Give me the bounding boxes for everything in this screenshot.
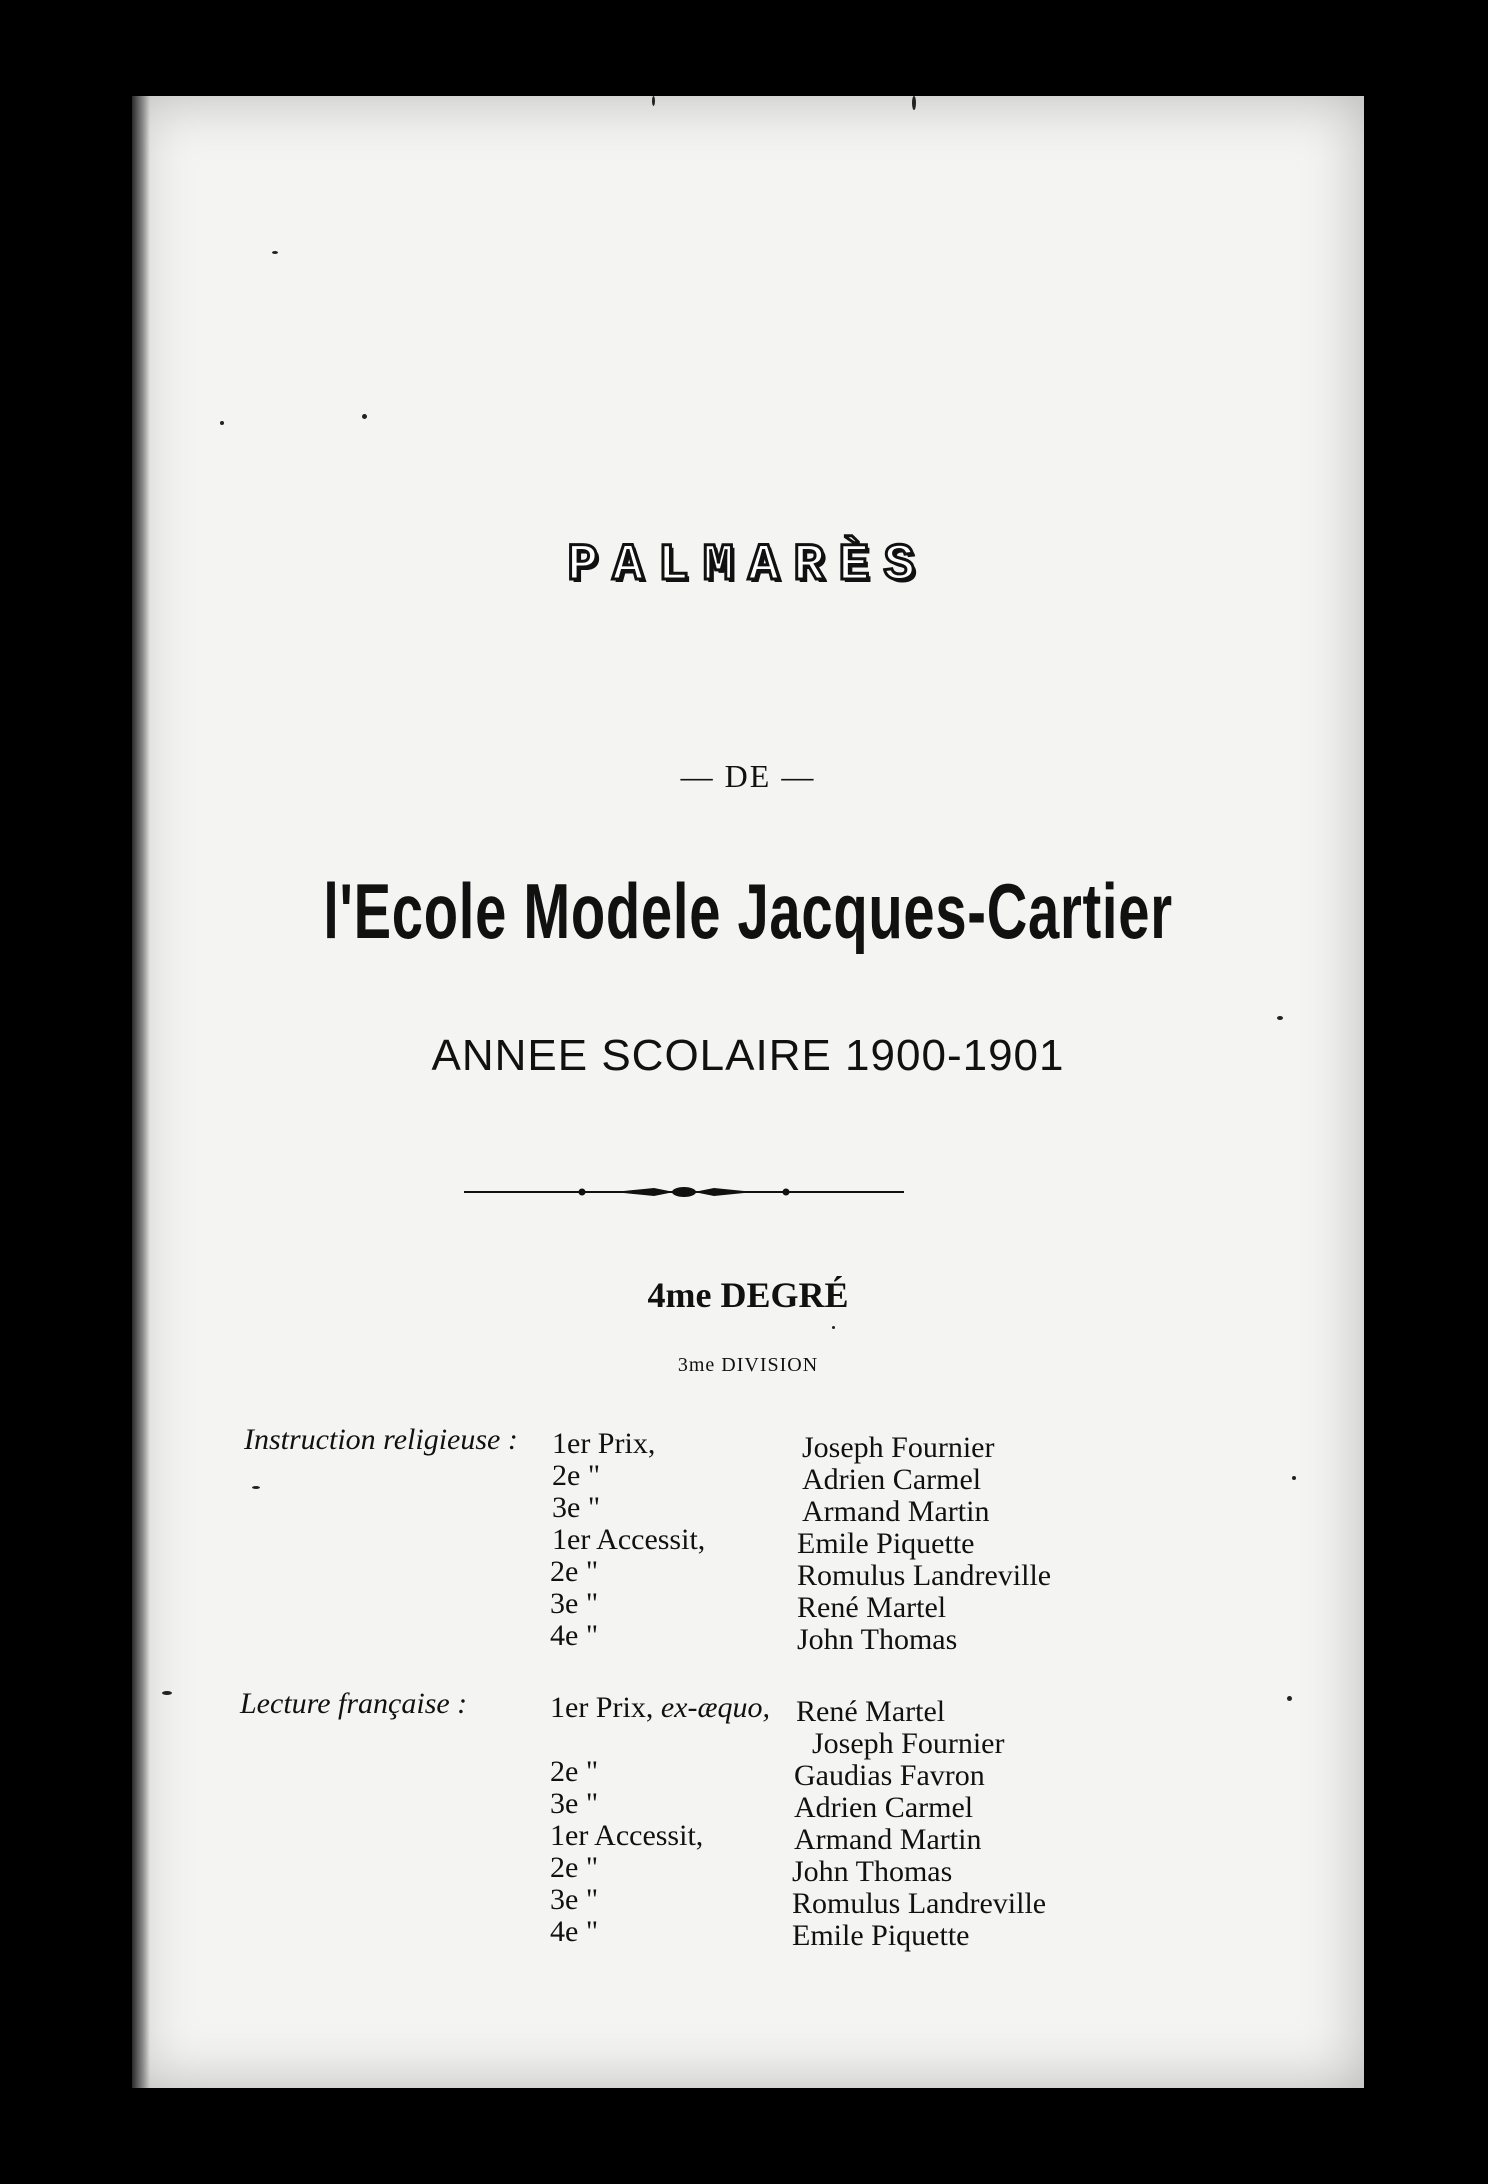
scan-speck [220, 421, 224, 425]
document-title: PALMARÈS [567, 536, 929, 595]
scan-speck [362, 414, 367, 419]
title-connector: — DE — [680, 758, 816, 794]
school-year: ANNEE SCOLAIRE 1900-1901 [431, 1031, 1065, 1080]
award-name: Joseph Fournier [812, 1727, 1005, 1760]
award-name: Adrien Carmel [802, 1463, 982, 1496]
award-rank: 2e " [550, 1555, 599, 1588]
section-subject: Lecture française : [240, 1687, 468, 1720]
scan-speck [1277, 1016, 1283, 1020]
award-name: John Thomas [797, 1623, 958, 1656]
award-rank: 3e " [550, 1883, 599, 1916]
award-name: Armand Martin [802, 1495, 990, 1528]
degree-heading: 4me DEGRÉ [647, 1275, 849, 1315]
scan-speck [162, 1691, 172, 1695]
award-rank: 1er Prix, [552, 1427, 656, 1460]
scan-speck [1287, 1696, 1292, 1701]
award-name: Adrien Carmel [794, 1791, 974, 1824]
award-name: René Martel [797, 1591, 947, 1624]
award-name: Romulus Landreville [797, 1559, 1052, 1592]
scan-edge-shadow [132, 96, 150, 2088]
ornamental-rule [464, 1184, 904, 1200]
award-rank [550, 1692, 770, 1724]
scan-speck [832, 1326, 835, 1329]
section-subject: Instruction religieuse : [244, 1423, 518, 1456]
award-rank: 4e " [550, 1915, 599, 1948]
document-page [132, 96, 1364, 2088]
award-name: Joseph Fournier [802, 1431, 995, 1464]
award-rank: 2e " [552, 1459, 601, 1492]
award-name: Emile Piquette [797, 1527, 975, 1560]
scan-speck [912, 96, 916, 110]
scan-speck [252, 1486, 260, 1489]
award-name: Emile Piquette [792, 1919, 970, 1952]
award-name: Armand Martin [794, 1823, 982, 1856]
scan-speck [1292, 1476, 1296, 1480]
award-rank: 4e " [550, 1619, 599, 1652]
award-name: Gaudias Favron [794, 1759, 985, 1792]
division-heading: 3me DIVISION [677, 1354, 819, 1376]
award-name: John Thomas [792, 1855, 953, 1888]
school-name: l'Ecole Modele Jacques-Cartier [323, 867, 1173, 955]
award-rank: 3e " [550, 1787, 599, 1820]
award-rank-label: 1er Prix, [550, 1691, 654, 1724]
award-rank: 2e " [550, 1755, 599, 1788]
award-rank-suffix: ex-æquo, [660, 1691, 770, 1724]
award-name: René Martel [796, 1695, 946, 1728]
award-name: Romulus Landreville [792, 1887, 1047, 1920]
scan-speck [652, 96, 655, 106]
scan-speck [272, 251, 278, 254]
award-rank: 2e " [550, 1851, 599, 1884]
award-rank: 3e " [552, 1491, 601, 1524]
award-rank: 3e " [550, 1587, 599, 1620]
award-rank: 1er Accessit, [550, 1819, 704, 1852]
award-rank: 1er Accessit, [552, 1523, 706, 1556]
